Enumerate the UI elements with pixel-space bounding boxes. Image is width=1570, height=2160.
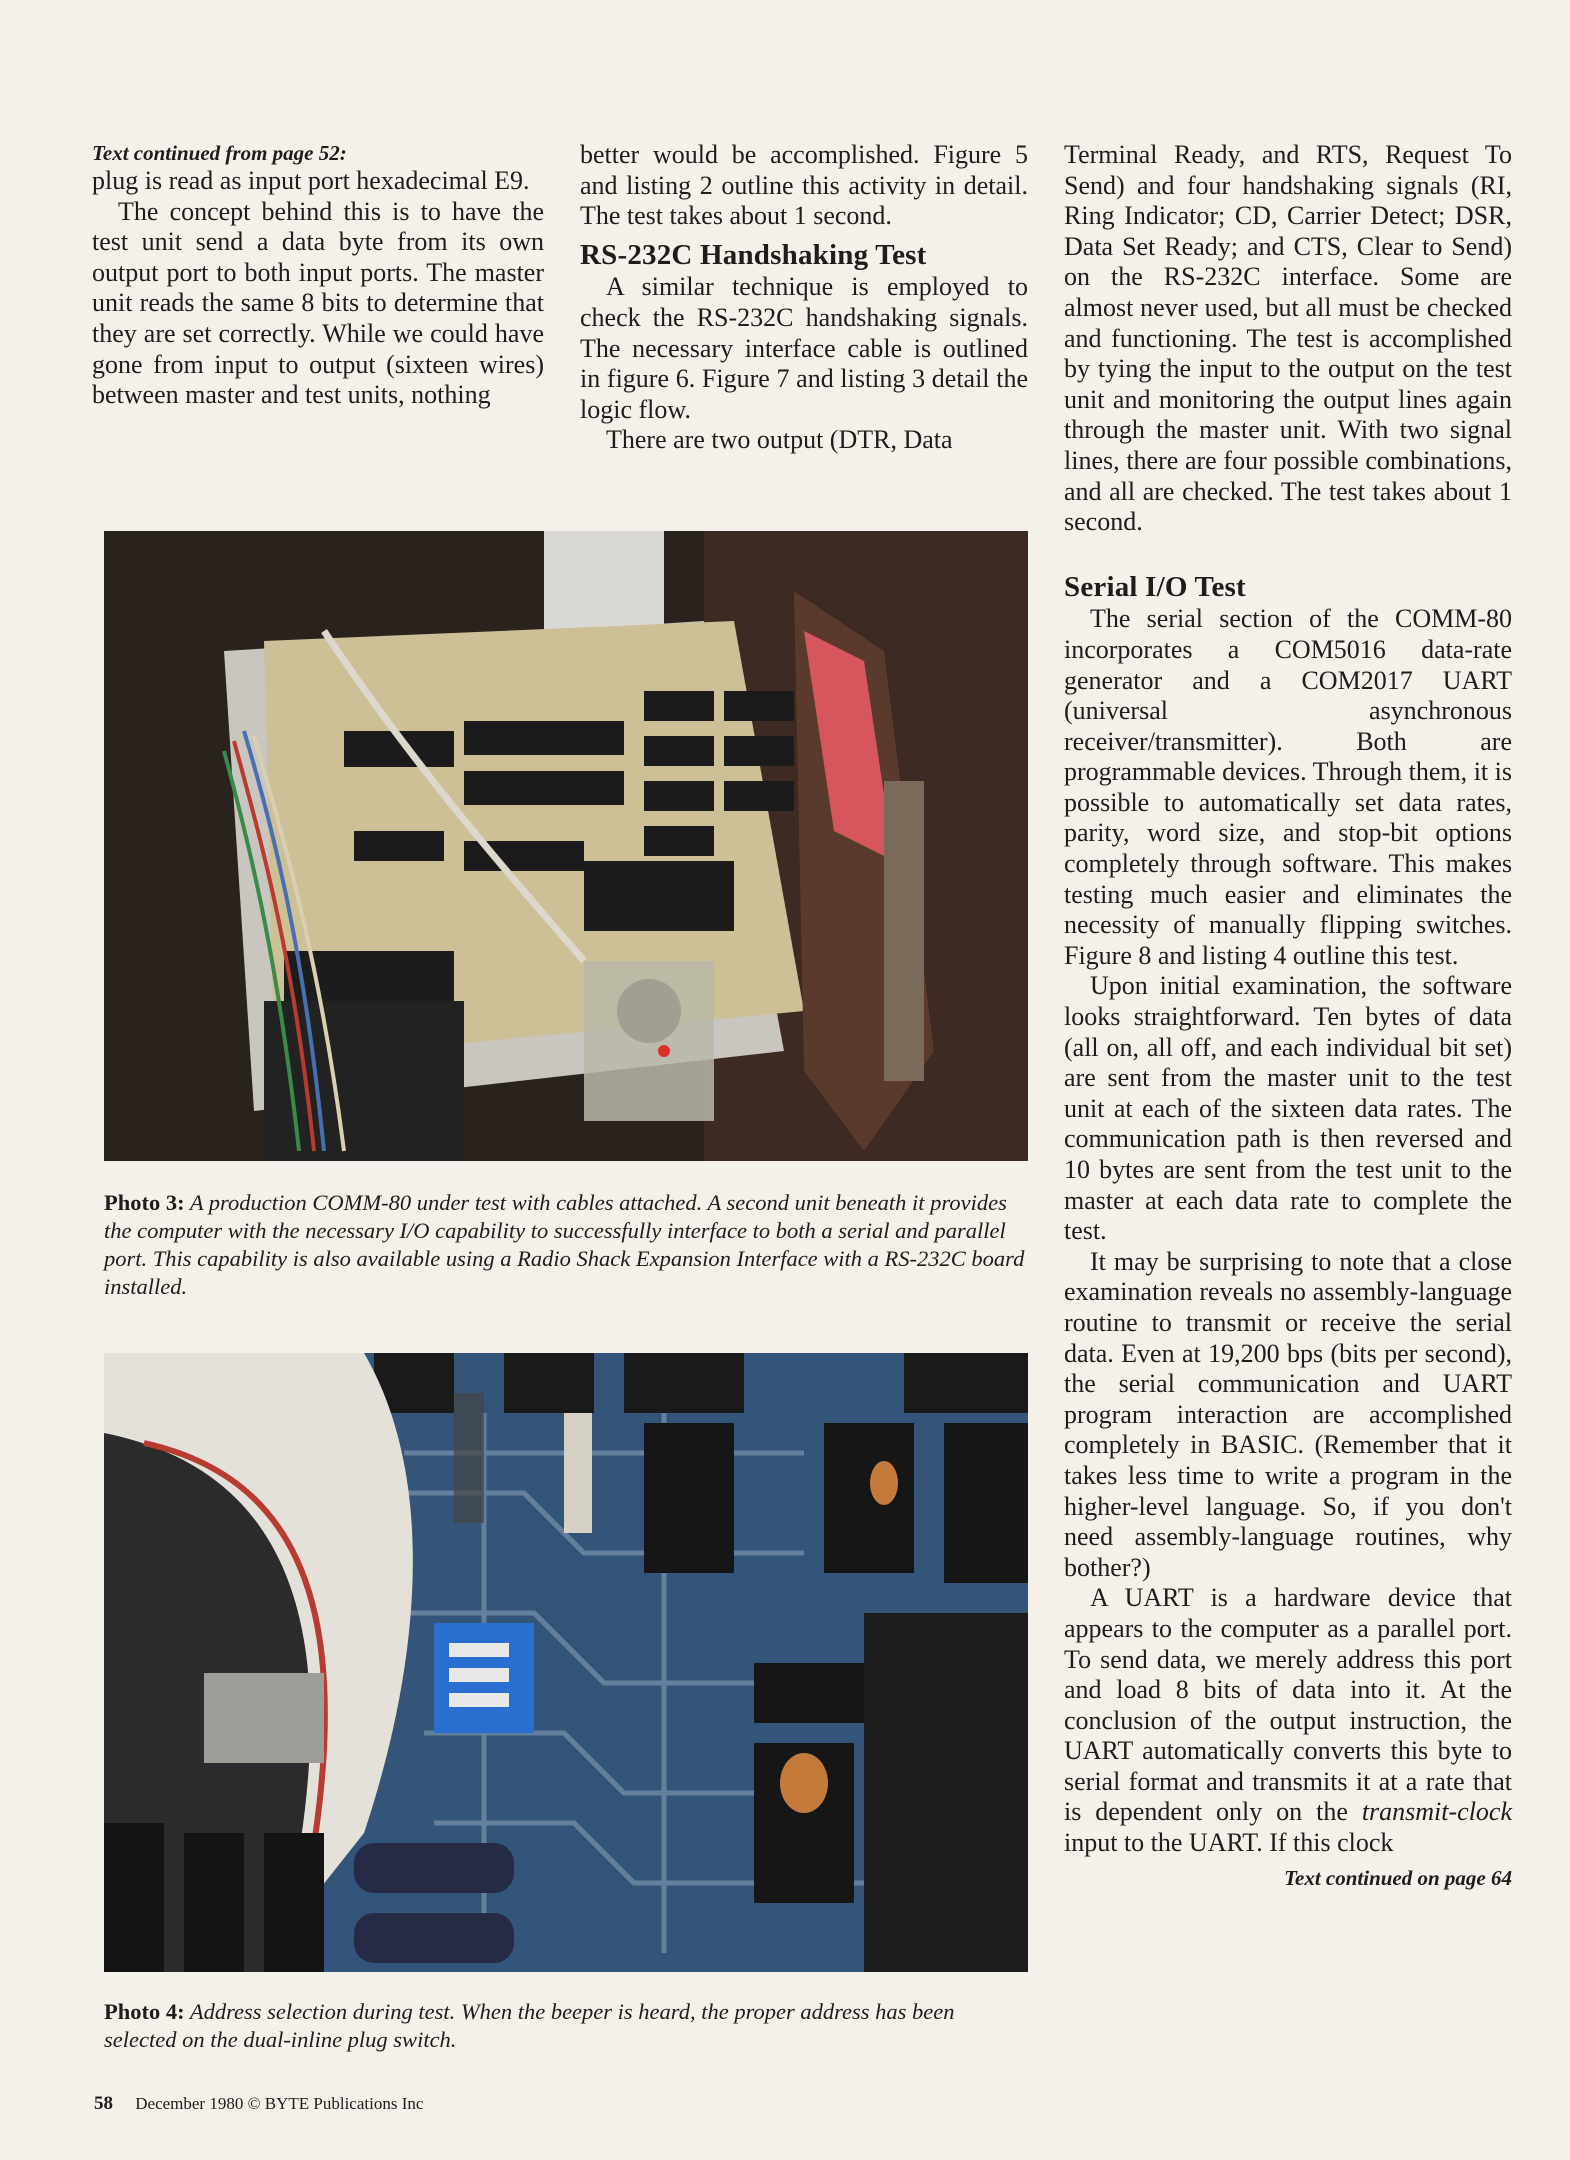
paragraph bbox=[1064, 1583, 1512, 1858]
text-column-3 bbox=[1064, 140, 1512, 1893]
paragraph: It may be surprising to note that a close examination reveals no assembly-language routine to transmit or receive the serial data. Even at 19,200 bps (bits per second), the serial communication and UART program interaction are accomplished completely in BASIC. (Remember that it takes less time to write a program in the higher-level language. So, if you don't need assembly-language routines, why bother?) bbox=[1064, 1246, 1512, 1582]
paragraph: Terminal Ready, and RTS, Request To Send) and four handshaking signals (RI, Ring Indicator; CD, Carrier Detect; DSR, Data Set Ready; and CTS, Clear to Send) on the RS-232C interface. Some are almost never used, but all must be checked and functioning. The test is accomplished by tying the input to the output on the test unit and monitoring the output lines again through the master unit. With two signal lines, there are four possible combinations, and all are checked. The test takes about 1 second. bbox=[1064, 140, 1512, 537]
text-span: A UART is a hardware device that appears to the computer as a parallel port. To send data, we merely address this port and load 8 bits of data into it. At the conclusion of the output instruction, the UART automatically converts this byte to serial format and transmits it at a rate that is dependent only on the bbox=[1064, 1583, 1512, 1827]
photo-3-illustration bbox=[104, 531, 1028, 1161]
photo-4-illustration bbox=[104, 1353, 1028, 1972]
caption-label: Photo 4: bbox=[104, 1999, 185, 2024]
paragraph: better would be accomplished. Figure 5 and listing 2 outline this activity in detail. The test takes about 1 second. bbox=[580, 140, 1028, 231]
section-heading: Serial I/O Test bbox=[1064, 570, 1246, 603]
paragraph: There are two output (DTR, Data bbox=[606, 425, 953, 455]
text-column-1 bbox=[92, 140, 544, 411]
photo-3 bbox=[104, 531, 1028, 1161]
paragraph: Upon initial examination, the software looks straightforward. Ten bytes of data (all on, all off, and each individual bit set) are sent from the master unit to the test unit at each of the sixteen data rates. The communication path is then reversed and 10 bytes are sent from the test unit to the master at each data rate to complete the test. bbox=[1064, 971, 1512, 1246]
caption-text: A production COMM-80 under test with cables attached. A second unit beneath it provides the computer with the necessary I/O capability to successfully interface to both a serial and parallel port. This capability is also available using a Radio Shack Expansion Interface with a RS-232C board installed. bbox=[104, 1190, 1025, 1299]
caption-text: Address selection during test. When the beeper is heard, the proper address has been selected on the dual-inline plug switch. bbox=[104, 1999, 955, 2052]
photo-3-caption bbox=[104, 1189, 1028, 1301]
continued-on-note: Text continued on page 64 bbox=[1284, 1865, 1512, 1890]
photo-4 bbox=[104, 1353, 1028, 1972]
text-column-2 bbox=[580, 140, 1028, 456]
paragraph: The concept behind this is to have the test unit send a data byte from its own output port to both input ports. The master unit reads the same 8 bits to determine that they are set correctly. While we could have gone from input to output (sixteen wires) between master and test units, nothing bbox=[92, 196, 544, 410]
paragraph: A similar technique is employed to check the RS-232C handshaking signals. The necessary interface cable is outlined in figure 6. Figure 7 and listing 3 detail the logic flow. bbox=[580, 272, 1028, 424]
paragraph: plug is read as input port hexadecimal E9. bbox=[92, 166, 530, 195]
page-number: 58 bbox=[94, 2093, 113, 2114]
continued-from-note: Text continued from page 52: bbox=[92, 141, 347, 165]
footer-text: December 1980 © BYTE Publications Inc bbox=[135, 2094, 424, 2113]
photo-4-caption bbox=[104, 1998, 1028, 2054]
emphasis: transmit-clock bbox=[1361, 1797, 1512, 1827]
text-span: input to the UART. If this clock bbox=[1064, 1828, 1394, 1858]
page-footer bbox=[94, 2093, 423, 2115]
paragraph: The serial section of the COMM-80 incorporates a COM5016 data-rate generator and a COM2017 UART (universal asynchronous receiver/transmitter). Both are programmable devices. Through them, it is possible to automatically set data rates, parity, word size, and stop-bit options completely through software. This makes testing much easier and eliminates the necessity of manually flipping switches. Figure 8 and listing 4 outline this test. bbox=[1064, 604, 1512, 970]
caption-label: Photo 3: bbox=[104, 1190, 185, 1215]
section-heading: RS-232C Handshaking Test bbox=[580, 238, 927, 271]
